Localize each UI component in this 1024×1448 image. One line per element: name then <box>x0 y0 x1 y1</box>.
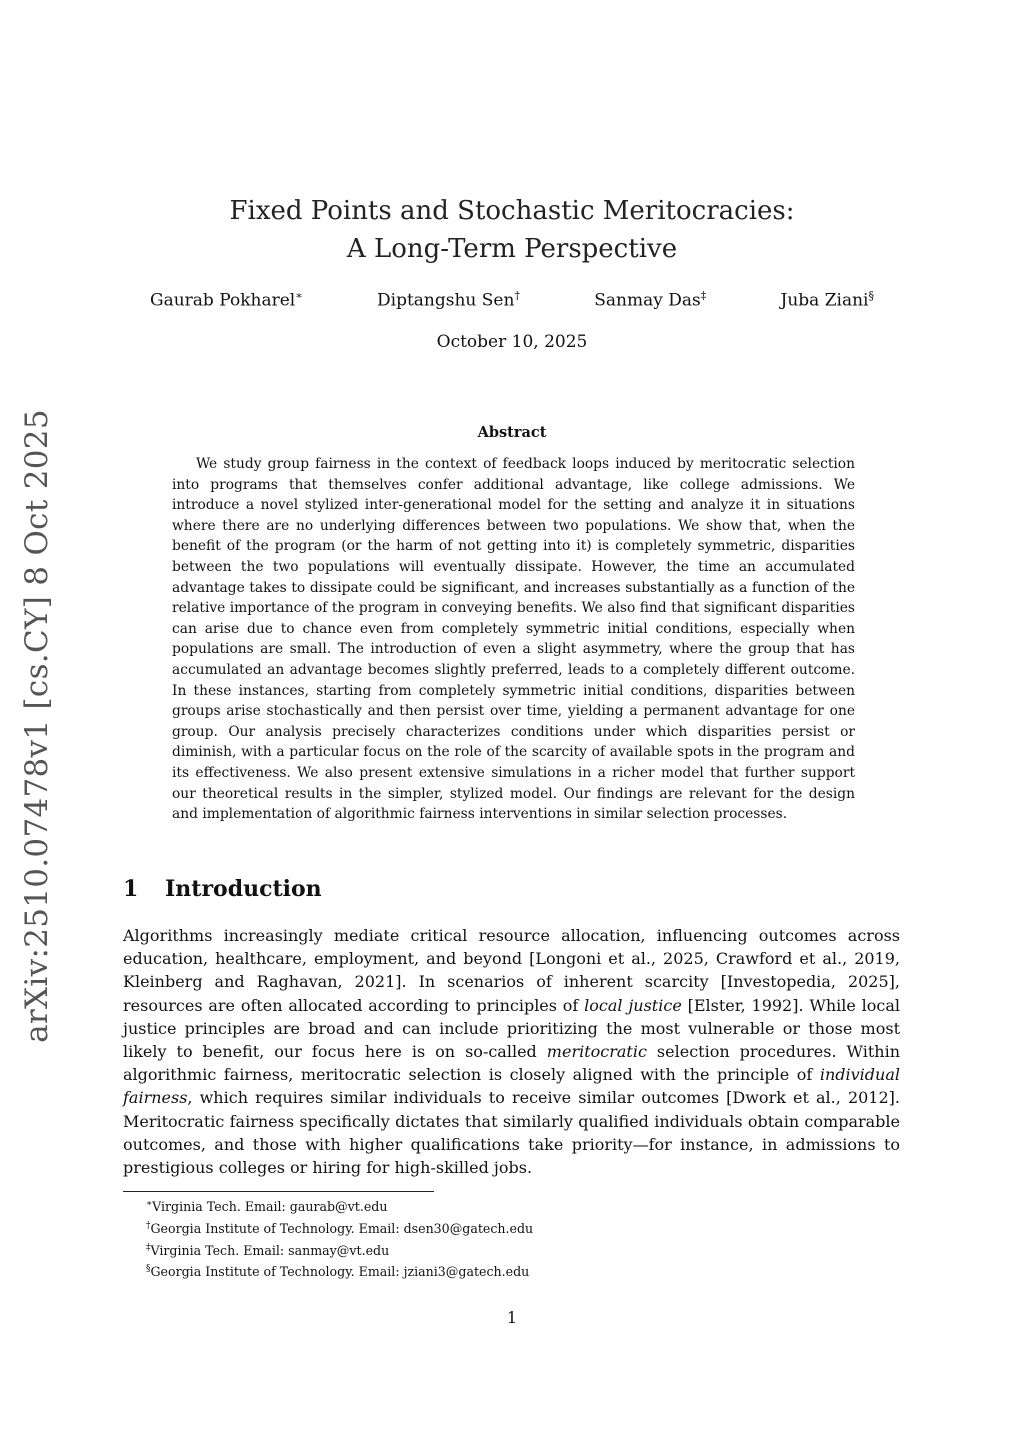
author-name: Juba Ziani <box>780 290 869 311</box>
footnote-text: Virginia Tech. Email: sanmay@vt.edu <box>150 1242 390 1258</box>
footnote-mark: ∗ <box>146 1199 153 1209</box>
introduction-paragraph <box>123 924 900 1179</box>
author <box>150 289 303 311</box>
intro-text: , which requires similar individuals to receive similar outcomes [Dwork et al., 2012]. Meritocratic fairness specifically dictates that similarly qualified individuals obtain comparable outcomes, and those with higher qualifications take priority—for instance, in admissions to prestigious colleges or hiring for high-skilled jobs. <box>123 1088 900 1178</box>
intro-emphasis: individual fairness <box>123 1065 900 1108</box>
publication-date: October 10, 2025 <box>436 332 588 352</box>
intro-emphasis: local justice <box>584 995 682 1015</box>
section-title: Introduction <box>165 876 322 902</box>
footnote <box>146 1195 533 1217</box>
section-heading <box>123 876 322 902</box>
abstract-heading: Abstract <box>477 424 547 441</box>
intro-text: Algorithms increasingly mediate critical resource allocation, influencing outcomes across education, healthcare, employment, and beyond [Longoni et al., 2025, Crawford et al., 2019, Kleinberg and Raghavan, 2021]. In scenarios of inherent scarcity [Investopedia, 2025], resources are often allocated according to principles of <box>123 926 900 1015</box>
author <box>594 289 706 311</box>
author-name: Gaurab Pokharel <box>150 290 296 311</box>
section-number: 1 <box>123 876 139 902</box>
footnote-mark: † <box>146 1220 151 1231</box>
footnote <box>146 1239 533 1261</box>
footnote-mark: § <box>146 1264 151 1275</box>
footnote-text: Georgia Institute of Technology. Email: jziani3@gatech.edu <box>150 1264 530 1280</box>
author <box>377 289 520 311</box>
abstract-text: We study group fairness in the context of feedback loops induced by meritocratic selection into programs that themselves confer additional advantage, like college admissions. We introduce a novel stylized inter-generational model for the setting and analyze it in situations where there are no underlying differences between two populations. We show that, when the benefit of the program (or the harm of not getting into it) is completely symmetric, disparities between the two populations will eventually dissipate. However, the time an accumulated advantage takes to dissipate could be significant, and increases substantially as a function of the relative importance of the program in conveying benefits. We also find that significant disparities can arise due to chance even from completely symmetric initial conditions, especially when populations are small. The introduction of even a slight asymmetry, where the group that has accumulated an advantage becomes slightly preferred, leads to a completely different outcome. In these instances, starting from completely symmetric initial conditions, disparities between groups arise stochastically and then persist over time, yielding a permanent advantage for one group. Our analysis precisely characterizes conditions under which disparities persist or diminish, with a particular focus on the role of the scarcity of available spots in the program and its effectiveness. We also present extensive simulations in a richer model that further support our theoretical results in the simpler, stylized model. Our findings are relevant for the design and implementation of algorithmic fairness interventions in similar selection processes. <box>172 456 855 823</box>
intro-text: selection procedures. Within algorithmic fairness, meritocratic selection is closely aligned with the principle of <box>123 1042 900 1085</box>
author-mark: ‡ <box>700 289 707 302</box>
footnote-mark: ‡ <box>146 1242 151 1253</box>
title-line-2: A Long-Term Perspective <box>346 234 678 264</box>
footnote-divider <box>123 1191 434 1192</box>
author-mark: § <box>868 289 874 302</box>
title-line-1: Fixed Points and Stochastic Meritocracies: <box>229 196 795 226</box>
footnote-text: Virginia Tech. Email: gaurab@vt.edu <box>152 1199 388 1215</box>
author-name: Diptangshu Sen <box>377 290 515 311</box>
footnote-text: Georgia Institute of Technology. Email: dsen30@gatech.edu <box>150 1220 534 1236</box>
author-list <box>150 289 874 311</box>
arxiv-sidebar <box>14 409 60 1043</box>
author <box>781 289 874 311</box>
footnotes <box>146 1195 533 1282</box>
author-name: Sanmay Das <box>594 290 701 311</box>
intro-emphasis: meritocratic <box>546 1042 647 1062</box>
arxiv-identifier: arXiv:2510.07478v1 [cs.CY] 8 Oct 2025 <box>19 409 55 1043</box>
footnote <box>146 1217 533 1239</box>
paper-title <box>0 192 1024 268</box>
page-number: 1 <box>506 1308 518 1327</box>
author-mark: ∗ <box>295 289 303 302</box>
author-mark: † <box>514 289 520 302</box>
footnote <box>146 1260 533 1282</box>
intro-text: [Elster, 1992]. While local justice principles are broad and can include prioritizing the most vulnerable or those most likely to benefit, our focus here is on so-called <box>123 995 900 1062</box>
